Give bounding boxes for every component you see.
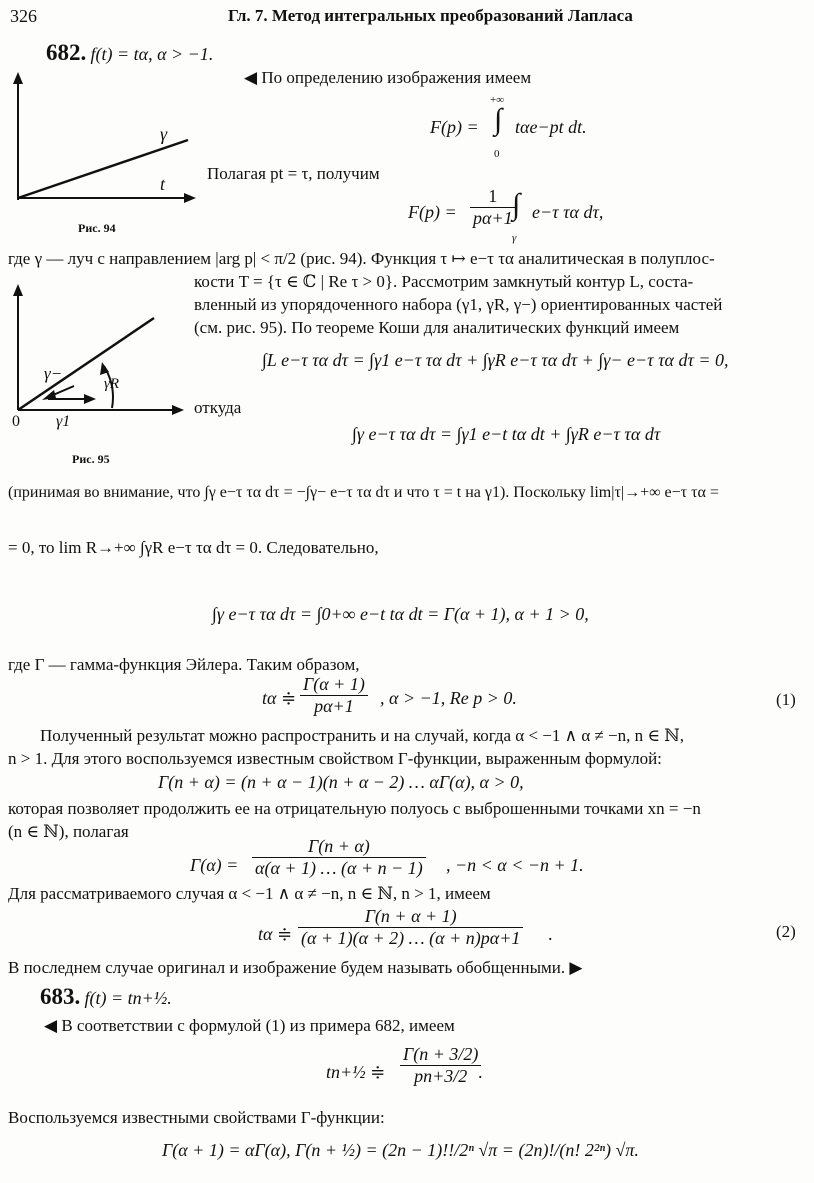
fig95-label-gamma-minus: γ− xyxy=(44,364,63,383)
eq683-gamma-properties: Γ(α + 1) = αΓ(α), Γ(n + ½) = (2n − 1)!!/2ⁿ √π = (2n)!/(n! 2²ⁿ) √π. xyxy=(162,1140,639,1160)
text-line: которая позволяет продолжить ее на отрицательную полуось с выброшенными точками xn = −n xyxy=(8,799,701,818)
eq-Fp2-body: e−τ τα dτ, xyxy=(532,202,604,222)
fig95-caption: Рис. 95 xyxy=(72,452,110,466)
intro-text: ◀ В соответствии с формулой (1) из примера 682, имеем xyxy=(44,1016,455,1035)
text-line: n > 1. Для этого воспользуемся известным свойством Γ-функции, выраженным формулой: xyxy=(8,749,662,768)
fig95-label-gamma-1: γ1 xyxy=(56,413,71,430)
eq1-number: (1) xyxy=(776,690,796,709)
problem-682-heading xyxy=(46,40,213,66)
text-line: вленный из упорядоченного набора (γ1, γR, γ−) ориентированных частей xyxy=(194,295,723,314)
eq-recurrence: Γ(n + α) = (n + α − 1)(n + α − 2) … αΓ(α), α > 0, xyxy=(158,772,524,792)
problem-number: 683. xyxy=(40,984,81,1009)
text-line: (n ∈ ℕ), полагая xyxy=(8,822,129,841)
otkuda-text: откуда xyxy=(194,398,242,417)
text-line: где Γ — гамма-функция Эйлера. Таким образом, xyxy=(8,655,360,674)
eq-Fp-body: tαe−pt dt. xyxy=(515,117,587,137)
eq2-number: (2) xyxy=(776,922,796,941)
problem-683-heading xyxy=(40,984,172,1010)
text-line: Воспользуемся известными свойствами Γ-функции: xyxy=(8,1108,385,1127)
eq1-lhs: tα ≑ xyxy=(262,688,297,708)
text-line: = 0, то lim R→+∞ ∫γR e−τ τα dτ = 0. Следовательно, xyxy=(8,538,379,557)
page-number: 326 xyxy=(10,6,37,26)
text-line: кости T = {τ ∈ ℂ | Re τ > 0}. Рассмотрим замкнутый контур L, соста- xyxy=(194,272,694,291)
eq-Fp2-lhs: F(p) = xyxy=(408,202,457,222)
figure-95 xyxy=(8,282,193,417)
fig94-caption: Рис. 94 xyxy=(78,221,116,235)
text-line: где γ — луч с направлением |arg p| < π/2 (рис. 94). Функция τ ↦ e−τ τα аналитическая в полуплос- xyxy=(8,249,715,268)
eq683-fraction: $\frac{\Gamma(n + 3/2)}{pn+3/2}$ xyxy=(400,1044,481,1087)
eq2-tail: . xyxy=(548,924,553,944)
eq-Fp-lower-limit: 0 xyxy=(494,148,500,160)
eq-Fp2-path: γ xyxy=(512,232,517,244)
text-line: В последнем случае оригинал и изображение будем называть обобщенными. ▶ xyxy=(8,958,583,977)
text-line: (см. рис. 95). По теореме Коши для аналитических функций имеем xyxy=(194,318,680,337)
eq1-fraction: $\frac{\Gamma(\alpha + 1)}{p\alpha+1}$ xyxy=(300,674,368,717)
eq-Fp-upper-limit: +∞ xyxy=(490,94,505,106)
running-head: Гл. 7. Метод интегральных преобразований Лапласа xyxy=(228,6,633,25)
eq683-tail: . xyxy=(478,1062,483,1082)
eq-cont-conditions: , −n < α < −n + 1. xyxy=(446,855,584,875)
eq-Fp-lhs: F(p) = xyxy=(430,117,479,137)
text-line: Для рассматриваемого случая α < −1 ∧ α ≠ −n, n ∈ ℕ, n > 1, имеем xyxy=(8,884,491,903)
figure-94 xyxy=(8,70,198,210)
integral-sign: ∫ xyxy=(494,103,503,136)
eq-gamma-function: ∫γ e−τ τα dτ = ∫0+∞ e−t tα dt = Γ(α + 1), α + 1 > 0, xyxy=(212,604,589,624)
integral-sign: ∫ xyxy=(512,188,521,221)
text-line: Полученный результат можно распространить и на случай, когда α < −1 ∧ α ≠ −n, n ∈ ℕ, xyxy=(40,726,685,745)
problem-number: 682. xyxy=(46,40,87,65)
text-line: (принимая во внимание, что ∫γ e−τ τα dτ = −∫γ− e−τ τα dτ и что τ = t на γ1). Поскольку lim|τ|→+∞ e−τ τα = xyxy=(8,484,719,501)
intro-text: ◀ По определению изображения имеем xyxy=(244,68,532,87)
eq-cont-fraction: $\frac{\Gamma(n + \alpha)}{\alpha(\alpha + 1) \dots (\alpha + n - 1)}$ xyxy=(252,836,426,879)
eq-cauchy: ∫L e−τ τα dτ = ∫γ1 e−τ τα dτ + ∫γR e−τ τα dτ + ∫γ− e−τ τα dτ = 0, xyxy=(262,350,729,370)
eq-split: ∫γ e−τ τα dτ = ∫γ1 e−t tα dt + ∫γR e−τ τα dτ xyxy=(352,424,661,444)
eq1-conditions: , α > −1, Re p > 0. xyxy=(380,688,517,708)
fig95-label-origin: 0 xyxy=(12,413,20,430)
eq-Fp2-fraction: $\frac{1}{p\alpha+1}$ xyxy=(470,186,516,229)
eq2-lhs: tα ≑ xyxy=(258,924,293,944)
fig94-label-t: t xyxy=(160,174,166,194)
problem-statement: f(t) = tα, α > −1. xyxy=(90,44,214,64)
problem-statement: f(t) = tn+½. xyxy=(84,988,172,1008)
fig94-label-gamma: γ xyxy=(160,124,168,144)
eq2-fraction: $\frac{\Gamma(n + \alpha + 1)}{(\alpha + 1)(\alpha + 2) \dots (\alpha + n)p\alpha+1}$ xyxy=(298,906,523,949)
fig95-label-gamma-R: γR xyxy=(104,376,120,392)
eq683-lhs: tn+½ ≑ xyxy=(326,1062,386,1082)
eq-cont-lhs: Γ(α) = xyxy=(190,855,239,875)
substitution-text: Полагая pt = τ, получим xyxy=(207,164,380,183)
